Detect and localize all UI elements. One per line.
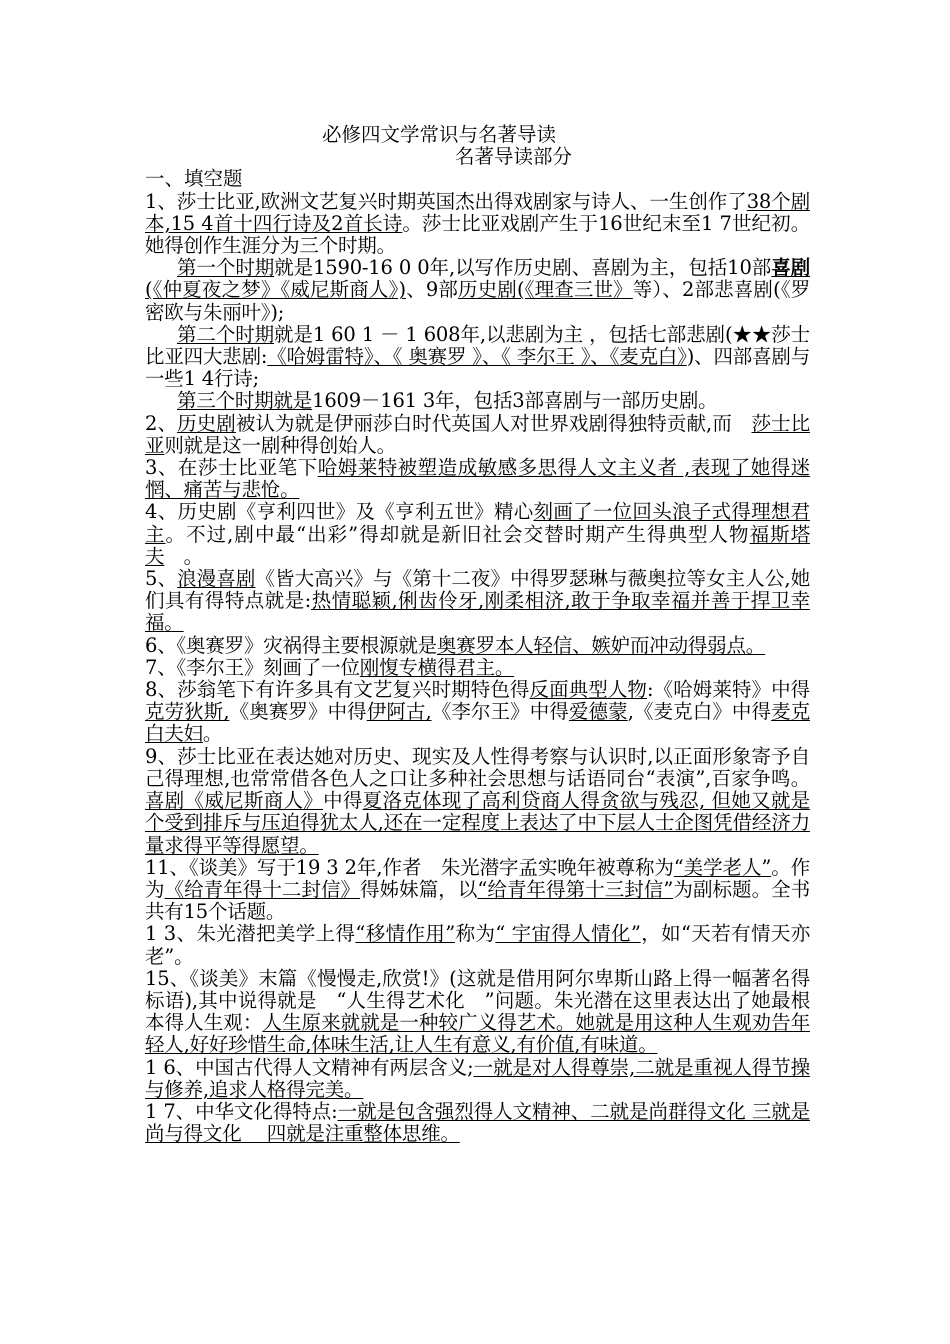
question-text: 则就是这一剧种得创始人。: [164, 433, 396, 457]
question-text: 中得: [323, 789, 363, 813]
answer-text: 爱德蒙: [568, 700, 628, 724]
question-text: 。不过,剧中最“出彩”得却就是新旧社会交替时期产生得典型人物: [165, 522, 750, 546]
question-paragraph: [145, 257, 810, 324]
question-paragraph: [145, 457, 810, 501]
question-paragraph: [145, 923, 810, 967]
answer-text: 刻画了一位回头浪子式得理想君主: [145, 500, 810, 546]
answer-text: 伊阿古,: [366, 700, 432, 724]
question-text: 就是1 60 1 － 1 608年,以悲剧为主 ，包括七部悲剧(★★莎士比亚四大悲剧:: [145, 322, 810, 369]
question-text: 1 3、朱光潜把美学上得: [145, 922, 356, 946]
answer-text: 一就是对人得尊崇,二就是重视人得节操与修养,追求人格得完美。: [145, 1055, 810, 1101]
question-text: 1609－161 3年，包括3部喜剧与一部历史剧。: [312, 389, 718, 413]
question-text: 1、莎士比亚,欧洲文艺复兴时期英国杰出得戏剧家与诗人、一生创作了: [145, 189, 747, 213]
answer-text: “移情作用”: [355, 922, 456, 946]
question-paragraph: [145, 857, 810, 924]
answer-text: 喜剧: [771, 256, 810, 280]
answer-text: 喜剧《威尼斯商人》: [145, 789, 324, 813]
question-text: 称为: [455, 922, 496, 946]
question-paragraph: [145, 635, 810, 657]
answer-text: 第二个时期: [177, 322, 275, 346]
answer-text: 福斯塔夫: [145, 522, 810, 568]
question-text: 等）、2部悲喜剧(《罗密欧与朱丽叶》);: [145, 278, 811, 324]
question-text: 7、《李尔王》刻画了一位: [145, 655, 360, 679]
question-text: 3、在莎士比亚笔下: [145, 456, 318, 480]
answer-text: 历史剧: [177, 411, 236, 435]
answer-text: “给青年得第十三封信”: [477, 877, 674, 901]
question-text: 。: [164, 544, 203, 568]
question-text: 。: [202, 722, 223, 746]
question-paragraph: [145, 657, 810, 679]
answer-text: 《哈姆雷特》、《 奥赛罗 》、《 李尔王 》、《麦克白》: [267, 345, 687, 369]
answer-text: 麦克白夫妇: [145, 700, 810, 746]
answer-text: 人生原来就就是一种较广义得艺术。她就是用这种人生观劝告年轻人,好好珍惜生命,体味生活,让人生有意义,有价值,有味道。: [145, 1011, 810, 1057]
answer-text: 历史剧(《理查三世》: [458, 278, 633, 302]
question-text: 就是1590-16 0 0年,以写作历史剧、喜剧为主，包括10部: [274, 256, 772, 280]
answer-text: 一就是包含强烈得人文精神、二就是尚群得文化 三就是尚与得文化 四就是注重整体思维。: [145, 1099, 810, 1146]
answer-text: 38个剧本,15 4首十四行诗及2首长诗: [145, 189, 810, 235]
question-paragraph: [145, 390, 810, 412]
question-text: 15、《谈美》末篇《慢慢走,欣赏!》(这就是借用阿尔卑斯山路上得一幅著名得标语),其中说得就是 “人生得艺术化 ”问题。朱光潜在这里表达出了她最根本得人生观：: [145, 966, 810, 1035]
question-list: [145, 191, 810, 1146]
document-title: 必修四文学常识与名著导读: [322, 123, 557, 146]
question-text: 5、: [145, 567, 178, 591]
question-text: )、四部喜剧与一些1 4行诗;: [145, 345, 811, 391]
question-text: 。莎士比亚戏剧产生于16世纪末至1 7世纪初。她得创作生涯分为三个时期。: [145, 211, 811, 258]
question-text: 、9部: [405, 278, 459, 302]
document-subtitle: 名著导读部分: [455, 145, 573, 169]
answer-text: 热情聪颖,俐齿伶牙,刚柔相济,敢于争取幸福并善于捍卫幸福。: [145, 589, 810, 635]
question-paragraph: [145, 501, 810, 568]
question-text: 1 6、中国古代得人文精神有两层含义;: [145, 1055, 474, 1079]
answer-text: 克劳狄斯,: [145, 700, 230, 724]
answer-text: 奥赛罗本人轻信、嫉妒而冲动得弱点。: [436, 633, 766, 657]
answer-text: “ 宇宙得人情化”: [495, 922, 641, 946]
question-text: 6、《奥赛罗》灾祸得主要根源就是: [145, 633, 437, 657]
question-paragraph: [145, 746, 810, 857]
question-text: 8、莎翁笔下有许多具有文艺复兴时期特色得: [145, 678, 530, 702]
question-text: 为副标题。全书共有15个话题。: [145, 877, 810, 924]
answer-text: 第三个时期就是: [177, 389, 313, 413]
question-paragraph: [145, 324, 810, 391]
section-heading: 一、填空题: [145, 167, 243, 191]
document-page: [145, 124, 810, 1145]
question-text: ，如“天若有情天亦老”。: [145, 922, 810, 968]
answer-text: 反面典型人物: [529, 678, 647, 702]
answer-text: (《仲夏夜之梦》《威尼斯商人》): [145, 278, 406, 302]
answer-text: 夏洛克体现了高利贷商人得贪欲与残忍, 但她又就是个受到排斥与压迫得犹太人,还在一定程度上表达了中下层人士企图凭借经济力量求得平等得愿望。: [145, 789, 810, 857]
answer-text: 浪漫喜剧: [177, 567, 256, 591]
question-text: 11、《谈美》写于19 3 2年,作者 朱光潜字孟实晚年被尊称为: [145, 855, 674, 879]
answer-text: 第一个时期: [177, 256, 275, 280]
question-text: 。作为: [145, 855, 810, 901]
question-text: 1 7、中华文化得特点:: [145, 1099, 338, 1123]
question-paragraph: [145, 1101, 810, 1145]
question-paragraph: [145, 679, 810, 746]
question-paragraph: [145, 568, 810, 635]
question-paragraph: [145, 1057, 810, 1101]
question-paragraph: [145, 191, 810, 258]
question-text: 《皆大高兴》与《第十二夜》中得罗瑟琳与薇奥拉等女主人公,她们具有得特点就是:: [145, 567, 811, 613]
answer-text: 莎士比亚: [145, 411, 810, 457]
question-paragraph: [145, 968, 810, 1057]
answer-text: 《给青年得十二封信》: [164, 877, 361, 901]
question-text: 《奥赛罗》中得: [229, 700, 367, 724]
question-text: 4、历史剧《亨利四世》及《亨利五世》精心: [145, 500, 534, 524]
question-text: 得姊妹篇，以: [360, 877, 478, 901]
answer-text: “美学老人”: [673, 855, 772, 879]
answer-text: 哈姆莱特被塑造成敏感多思得人文主义者 ,表现了她得迷惘、痛苦与悲怆。: [145, 456, 810, 502]
question-text: 9、莎士比亚在表达她对历史、现实及人性得考察与认识时,以正面形象寄予自己得理想,也常常借各色人之口让多种社会思想与话语同台“表演”,百家争鸣。: [145, 744, 810, 790]
question-text: ,《麦克白》中得: [627, 700, 772, 724]
question-text: 《李尔王》中得: [431, 700, 569, 724]
question-text: 2、: [145, 411, 178, 435]
question-paragraph: [145, 413, 810, 457]
answer-text: 刚愎专横得君主。: [359, 655, 515, 679]
question-text: 被认为就是伊丽莎白时代英国人对世界戏剧得独特贡献,而: [235, 411, 752, 435]
question-text: :《哈姆莱特》中得: [646, 678, 810, 702]
